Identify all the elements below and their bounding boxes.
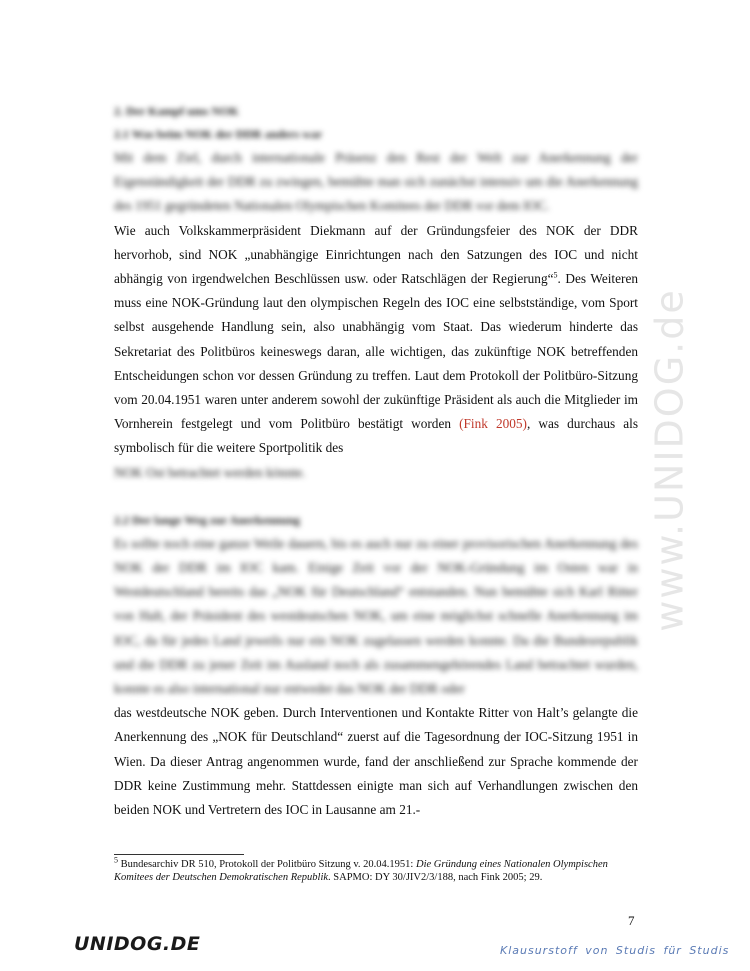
subsection-heading-1: 2.1 Was beim NOK der DDR anders war xyxy=(114,127,323,141)
paragraph-4: das westdeutsche NOK geben. Durch Interventionen und Kontakte Ritter von Halt’s gelangte die Anerkennung des „NOK für Deutschland“ zuerst auf die Tagesordnung der IOC-Sitzung 1951 in Wien. Da dieser Antrag angenommen wurde, fand der anschließend zur Sprache kommende der DDR keine Zustimmung mehr. Stattdessen einigte man sich auf Verhandlungen zwischen den beiden NOK und Vertretern des IOC in Lausanne am 21.- xyxy=(114,705,638,818)
blurred-paragraph-3: Es sollte noch eine ganze Weile dauern, bis es auch nur zu einer provisorischen Anerkennung des NOK der DDR im IOC kam. Einige Zeit vor der NOK-Gründung im Osten war in Westdeutschland bereits das „NOK für Deutschland“ entstanden. Nun bemühte sich Karl Ritter von Halt, der Präsident des westdeutschen NOK, um eine möglichst schnelle Anerkennung im IOC, da für jedes Land jeweils nur ein NOK zugelassen werden konnte. Da die Bundesrepublik und die DDR zu jener Zeit im Ausland noch als zusammengehörendes Land betrachtet wurden, konnte es also international nur entweder das NOK der DDR oder xyxy=(114,535,638,697)
logo-text: UNIDOG.DE xyxy=(74,933,201,955)
footnote-text-a: Bundesarchiv DR 510, Protokoll der Politbüro Sitzung v. 20.04.1951: xyxy=(118,859,416,870)
footnote-divider xyxy=(114,854,244,855)
citation-link[interactable]: (Fink 2005) xyxy=(459,416,527,432)
blurred-paragraph-2-end: NOK Ost betrachtet werden könnte. xyxy=(114,464,306,480)
footnote xyxy=(114,855,638,884)
section-heading: 2. Der Kampf ums NOK xyxy=(114,104,239,118)
footnote-title: Die Gründung eines Nationalen Olympischen Komitees der Deutschen Demokratischen Republik xyxy=(114,859,608,883)
blurred-paragraph-1: Mit dem Ziel, durch internationale Präsenz den Rest der Welt zur Anerkennung der Eigenständigkeit der DDR zu zwingen, bemühte man sich zunächst intensiv um die Anerkennung des 1951 gegründeten Nationalen Olympischen Komitees der DDR vor dem IOC. xyxy=(114,150,638,214)
unidog-logo xyxy=(70,926,200,962)
watermark: www.UNIDOG.de xyxy=(648,288,693,632)
paragraph-gap xyxy=(114,485,638,509)
page-number: 7 xyxy=(628,913,635,928)
paragraph-2-part-c: , was durchaus als symbolisch für die weitere Sportpolitik des xyxy=(114,416,639,456)
paragraph-2 xyxy=(114,219,638,461)
paragraph-2-part-b: . Des Weiteren muss eine NOK-Gründung laut den olympischen Regeln des IOC eine selbstständige, vom Sport selbst ausgehende Handlung sein, also unabhängig vom Staat. Das wiederum hinderte das Sekretariat des Politbüros keineswegs daran, alle wichtigen, das zukünftige NOK betreffenden Entscheidungen schon vor dessen Gründung zu treffen. Laut dem Protokoll der Politbüro-Sitzung vom 20.04.1951 waren unter anderem sowohl der zukünftige Präsident als auch die Mitglieder im Vornherein festgelegt und vom Politbüro bestätigt worden xyxy=(114,271,638,432)
footnote-reference[interactable]: 5 xyxy=(553,270,558,280)
tagline: Klausurstoff von Studis für Studis xyxy=(500,944,730,957)
page-body xyxy=(114,100,638,822)
footnote-text-b: . SAPMO: DY 30/JIV2/3/188, nach Fink 2005; 29. xyxy=(328,872,543,883)
footnote-number: 5 xyxy=(114,855,118,865)
subsection-heading-2: 2.2 Der lange Weg zur Anerkennung xyxy=(114,512,301,527)
paragraph-2-part-a: Wie auch Volkskammerpräsident Diekmann auf der Gründungsfeier des NOK der DDR hervorhob, sind NOK „unabhängige Einrichtungen nach den Satzungen des IOC und nicht abhängig von irgendwelchen Beschlüssen usw. oder Ratschlägen der Regierung“ xyxy=(114,222,638,287)
